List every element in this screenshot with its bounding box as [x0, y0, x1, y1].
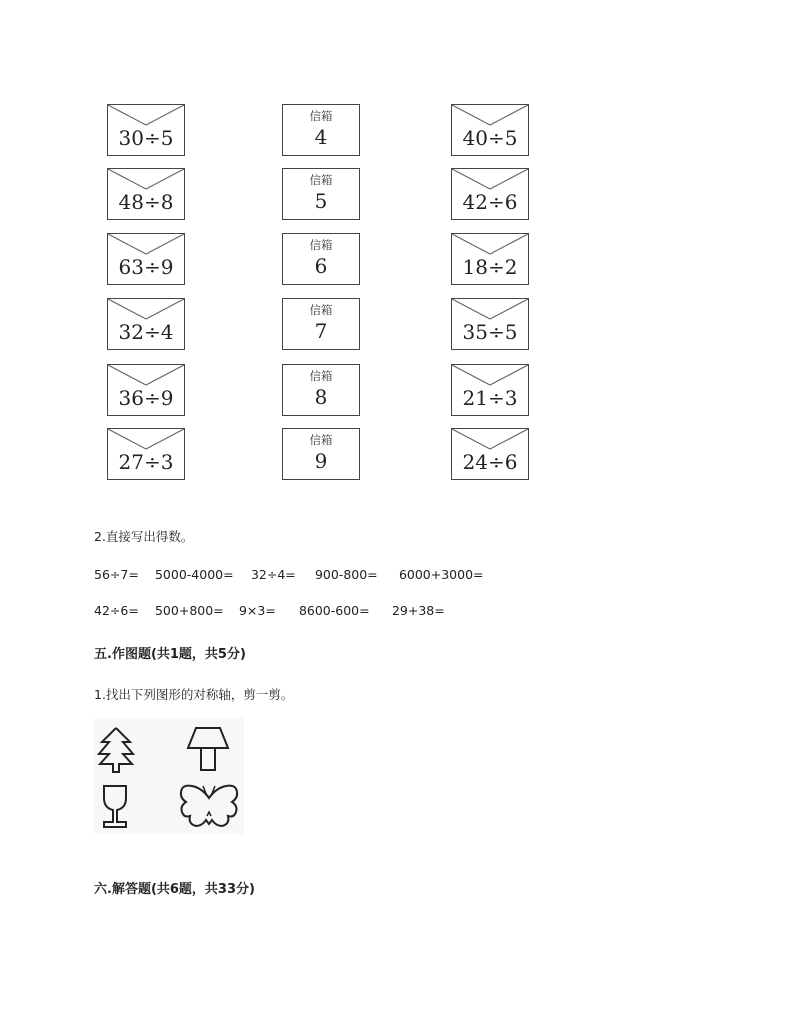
- envelope-expression: 32÷4: [118, 320, 174, 344]
- q2-row-2: [94, 603, 445, 618]
- tree-shape: [96, 726, 136, 774]
- envelope-flap-icon: [452, 234, 528, 256]
- envelope-left: [107, 233, 185, 285]
- mailbox-label: 信箱: [309, 109, 333, 123]
- calc-item: 32÷4=: [250, 567, 296, 582]
- envelope-expression: 42÷6: [462, 190, 518, 214]
- envelope-flap-icon: [452, 299, 528, 321]
- mailbox: [282, 428, 360, 480]
- calc-item: 900-800=: [314, 567, 378, 582]
- envelope-flap-icon: [108, 429, 184, 451]
- mailbox: [282, 364, 360, 416]
- cup-shape: [100, 784, 130, 830]
- envelope-right: [451, 168, 529, 220]
- mailbox-label: 信箱: [309, 303, 333, 317]
- section5-q1: 1.找出下列图形的对称轴，剪一剪。: [94, 687, 294, 702]
- butterfly-shape: [178, 780, 240, 832]
- envelope-right: [451, 364, 529, 416]
- envelope-right: [451, 298, 529, 350]
- mailbox-label: 信箱: [309, 238, 333, 252]
- envelope-flap-icon: [108, 365, 184, 387]
- calc-item: 500+800=: [154, 603, 224, 618]
- envelope-flap-icon: [108, 234, 184, 256]
- envelope-flap-icon: [452, 429, 528, 451]
- envelope-flap-icon: [452, 169, 528, 191]
- envelope-right: [451, 428, 529, 480]
- envelope-right: [451, 104, 529, 156]
- mailbox: [282, 168, 360, 220]
- envelope-expression: 63÷9: [118, 255, 174, 279]
- calc-item: 6000+3000=: [398, 567, 484, 582]
- envelope-expression: 48÷8: [118, 190, 174, 214]
- calc-item: 9×3=: [238, 603, 276, 618]
- envelope-left: [107, 428, 185, 480]
- envelope-left: [107, 168, 185, 220]
- envelope-expression: 35÷5: [462, 320, 518, 344]
- envelope-expression: 21÷3: [462, 386, 518, 410]
- envelope-left: [107, 364, 185, 416]
- envelope-expression: 24÷6: [462, 450, 518, 474]
- calc-item: 5000-4000=: [154, 567, 234, 582]
- mailbox-number: 5: [314, 189, 328, 213]
- mailbox-number: 6: [314, 254, 328, 278]
- envelope-right: [451, 233, 529, 285]
- envelope-flap-icon: [108, 105, 184, 127]
- mailbox: [282, 233, 360, 285]
- lamp-shape: [186, 726, 230, 774]
- calc-item: 29+38=: [391, 603, 445, 618]
- symmetry-shapes: [94, 718, 244, 834]
- mailbox: [282, 104, 360, 156]
- q2-title: 2.直接写出得数。: [94, 529, 194, 544]
- mailbox-label: 信箱: [309, 173, 333, 187]
- envelope-flap-icon: [108, 299, 184, 321]
- envelope-left: [107, 104, 185, 156]
- mailbox: [282, 298, 360, 350]
- envelope-expression: 36÷9: [118, 386, 174, 410]
- mailbox-number: 4: [314, 125, 328, 149]
- calc-item: 8600-600=: [298, 603, 370, 618]
- envelope-flap-icon: [452, 105, 528, 127]
- mailbox-number: 9: [314, 449, 328, 473]
- mailbox-label: 信箱: [309, 369, 333, 383]
- calc-item: 56÷7=: [94, 567, 139, 582]
- mailbox-label: 信箱: [309, 433, 333, 447]
- envelope-expression: 18÷2: [462, 255, 518, 279]
- mailbox-number: 8: [314, 385, 328, 409]
- envelope-expression: 40÷5: [462, 126, 518, 150]
- q2-row-1: [94, 567, 484, 582]
- envelope-expression: 30÷5: [118, 126, 174, 150]
- envelope-flap-icon: [452, 365, 528, 387]
- section5-title: 五.作图题(共1题，共5分): [94, 647, 246, 662]
- envelope-left: [107, 298, 185, 350]
- calc-item: 42÷6=: [94, 603, 139, 618]
- envelope-expression: 27÷3: [118, 450, 174, 474]
- mailbox-number: 7: [314, 319, 328, 343]
- section6-title: 六.解答题(共6题，共33分): [94, 882, 255, 897]
- envelope-flap-icon: [108, 169, 184, 191]
